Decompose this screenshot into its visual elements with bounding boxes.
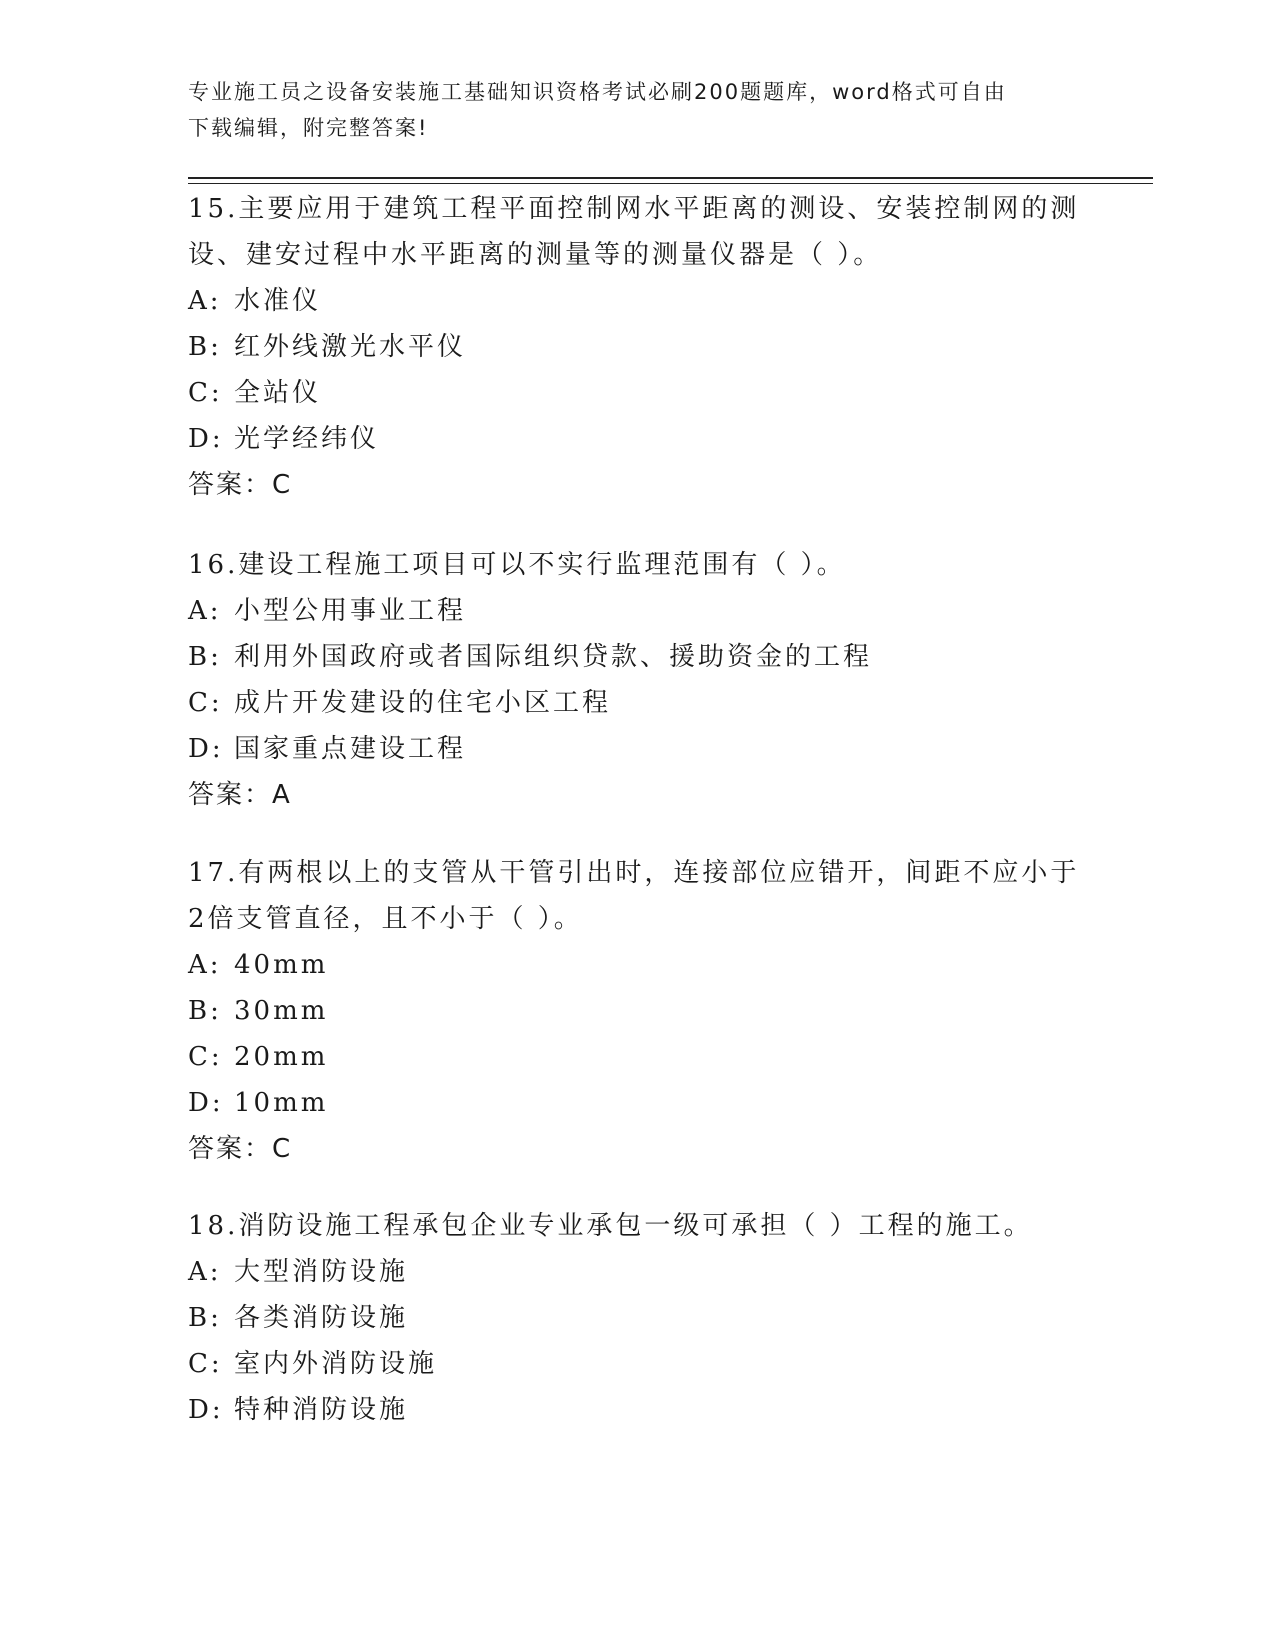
option-text: 10mm [234, 1088, 329, 1118]
question-stem-line-1: 15.主要应用于建筑工程平面控制网水平距离的测设、安装控制网的测 [188, 194, 1080, 224]
option-text: 40mm [234, 950, 329, 980]
option-text: 20mm [234, 1042, 329, 1072]
question-stem [188, 542, 1088, 588]
option-d [188, 416, 1088, 462]
option-letter: A: [188, 596, 222, 626]
header-line-2: 下载编辑，附完整答案! [188, 116, 429, 140]
option-letter: B: [188, 996, 222, 1026]
option-c [188, 370, 1088, 416]
option-text: 水准仪 [234, 286, 322, 316]
option-c [188, 1034, 1088, 1080]
question-stem-line-1: 16.建设工程施工项目可以不实行监理范围有（ ）。 [188, 550, 846, 580]
option-letter: D: [188, 1395, 224, 1425]
option-letter: A: [188, 950, 222, 980]
option-letter: B: [188, 642, 222, 672]
option-letter: B: [188, 1303, 222, 1333]
answer-line: 答案：A [188, 780, 292, 810]
option-letter: C: [188, 688, 223, 718]
option-d [188, 1080, 1088, 1126]
option-b [188, 988, 1088, 1034]
option-text: 红外线激光水平仪 [234, 332, 467, 362]
option-letter: C: [188, 1042, 223, 1072]
header-rule-thin [188, 183, 1153, 184]
option-a [188, 278, 1088, 324]
option-a [188, 942, 1088, 988]
option-text: 特种消防设施 [234, 1395, 409, 1425]
option-letter: D: [188, 1088, 224, 1118]
option-letter: C: [188, 1349, 223, 1379]
option-text: 国家重点建设工程 [234, 734, 467, 764]
question-stem-line-1: 17.有两根以上的支管从干管引出时，连接部位应错开，间距不应小于 [188, 858, 1080, 888]
question-stem [188, 186, 1088, 278]
option-text: 全站仪 [234, 378, 322, 408]
option-b [188, 1295, 1088, 1341]
option-letter: D: [188, 424, 224, 454]
document-header [188, 74, 1068, 146]
option-d [188, 726, 1088, 772]
question-stem-line-2: 2倍支管直径，且不小于（ ）。 [188, 904, 583, 934]
question-15 [188, 186, 1088, 508]
option-a [188, 1249, 1088, 1295]
answer-line: 答案：C [188, 1134, 293, 1164]
option-c [188, 680, 1088, 726]
option-letter: C: [188, 378, 223, 408]
question-stem [188, 850, 1088, 942]
option-text: 成片开发建设的住宅小区工程 [234, 688, 612, 718]
header-rule-thick [188, 177, 1153, 179]
option-text: 室内外消防设施 [234, 1349, 438, 1379]
option-d [188, 1387, 1088, 1433]
option-text: 利用外国政府或者国际组织贷款、援助资金的工程 [234, 642, 873, 672]
option-text: 各类消防设施 [234, 1303, 409, 1333]
option-b [188, 634, 1088, 680]
header-line-1: 专业施工员之设备安装施工基础知识资格考试必刷200题题库，word格式可自由 [188, 80, 1007, 104]
question-17 [188, 850, 1088, 1172]
question-stem [188, 1203, 1088, 1249]
question-16 [188, 542, 1088, 818]
option-a [188, 588, 1088, 634]
option-letter: A: [188, 286, 222, 316]
option-letter: A: [188, 1257, 222, 1287]
option-c [188, 1341, 1088, 1387]
question-18 [188, 1203, 1088, 1433]
option-letter: D: [188, 734, 224, 764]
option-text: 30mm [234, 996, 329, 1026]
option-letter: B: [188, 332, 222, 362]
option-text: 小型公用事业工程 [234, 596, 467, 626]
question-stem-line-2: 设、建安过程中水平距离的测量等的测量仪器是（ ）。 [188, 240, 883, 270]
answer-line: 答案：C [188, 470, 293, 500]
option-text: 光学经纬仪 [234, 424, 380, 454]
question-stem-line-1: 18.消防设施工程承包企业专业承包一级可承担（ ）工程的施工。 [188, 1211, 1033, 1241]
option-text: 大型消防设施 [234, 1257, 409, 1287]
option-b [188, 324, 1088, 370]
